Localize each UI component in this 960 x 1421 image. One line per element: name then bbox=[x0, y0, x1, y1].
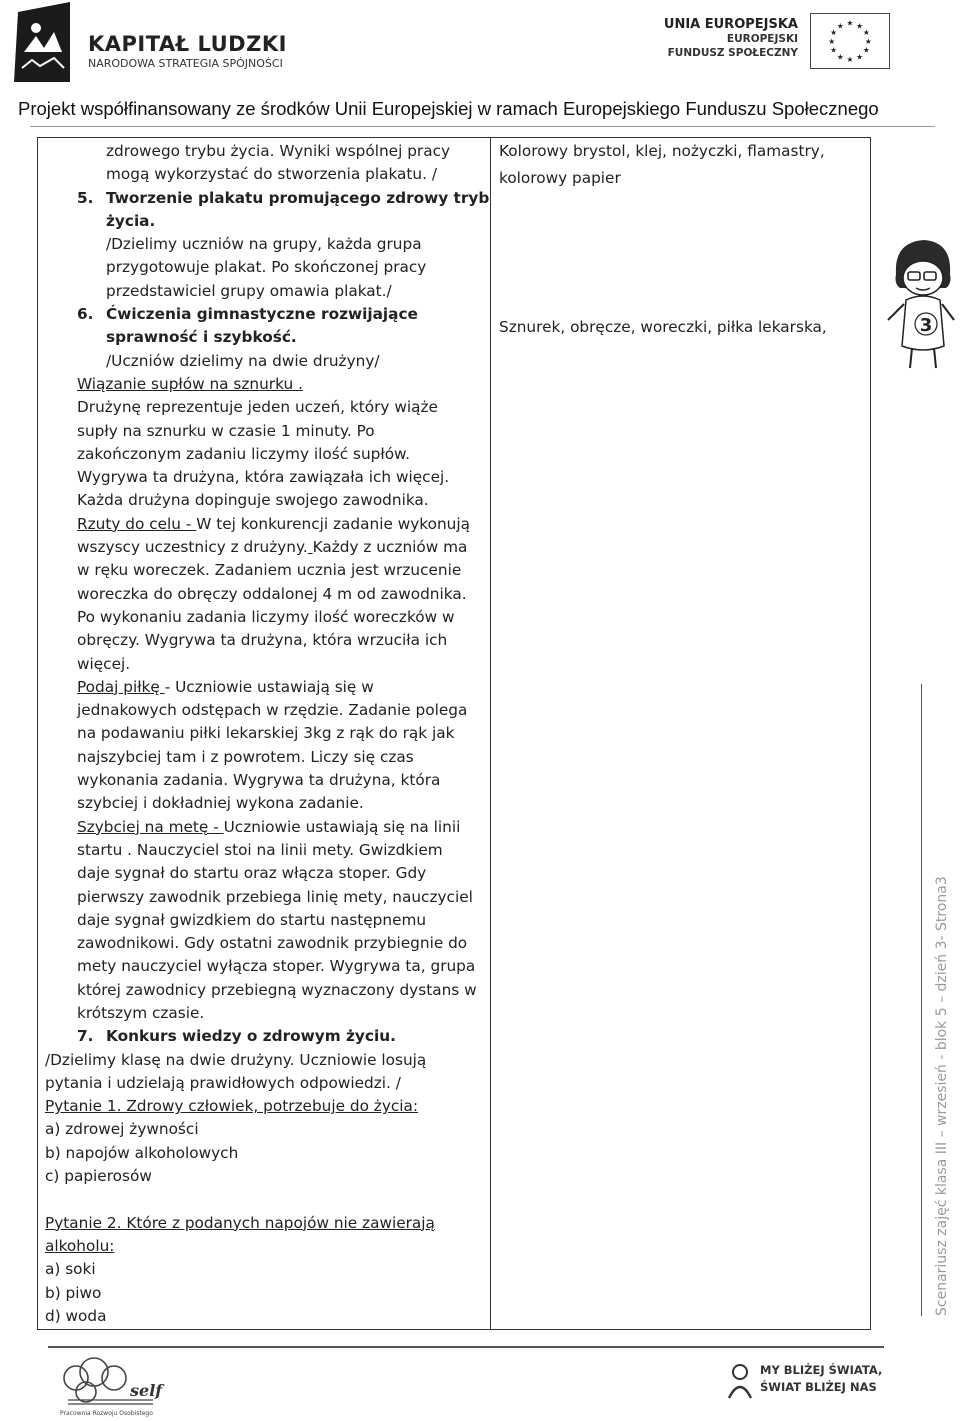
activity-title bbox=[38, 373, 490, 396]
text-span: wszyscy uczestnicy z drużyny. bbox=[77, 538, 308, 557]
eu-line-1: UNIA EUROPEJSKA bbox=[663, 17, 798, 32]
svg-text:★: ★ bbox=[856, 52, 864, 62]
item-number: 6. bbox=[77, 305, 94, 324]
list-item-5 bbox=[38, 187, 490, 210]
header-divider bbox=[30, 126, 935, 127]
text-line: mogą wykorzystać do stworzenia plakatu. / bbox=[106, 165, 437, 184]
activity-name: Wiązanie supłów na sznurku . bbox=[77, 374, 303, 393]
text-line: pytania i udzielają prawidłowych odpowiedzi. / bbox=[45, 1073, 401, 1092]
svg-text:★: ★ bbox=[864, 36, 872, 46]
question-text: alkoholu: bbox=[45, 1236, 115, 1255]
text-line: supły na sznurku w czasie 1 minuty. Po bbox=[77, 421, 375, 440]
text-line: zakończonym zadaniu liczymy ilość supłów. bbox=[77, 444, 411, 463]
svg-text:★: ★ bbox=[846, 18, 854, 28]
item-heading: Konkurs wiedzy o zdrowym życiu. bbox=[106, 1027, 396, 1046]
spacer bbox=[38, 1188, 490, 1211]
lesson-table bbox=[37, 137, 871, 1330]
answer-option: b) piwo bbox=[45, 1283, 102, 1302]
item-number: 5. bbox=[77, 188, 94, 207]
text-line: krótszym czasie. bbox=[77, 1003, 205, 1022]
question-2-cont bbox=[38, 1235, 490, 1258]
text-line: wykonania zadania. Wygrywa ta drużyna, która bbox=[77, 771, 441, 790]
text-line: najszybciej tam i z powrotem. Liczy się czas bbox=[77, 747, 414, 766]
text-line: więcej. bbox=[77, 654, 131, 673]
answer-option: a) soki bbox=[45, 1260, 96, 1279]
text-line: której zawodnicy przebiegną wyznaczony dystans w bbox=[77, 980, 477, 999]
text-line: w ręku woreczek. Zadaniem ucznia jest wrzucenie bbox=[77, 561, 462, 580]
list-item-7 bbox=[38, 1025, 490, 1048]
text-line: /Uczniów dzielimy na dwie drużyny/ bbox=[106, 351, 380, 370]
text-line: /Dzielimy uczniów na grupy, każda grupa bbox=[106, 235, 422, 254]
svg-text:★: ★ bbox=[830, 45, 838, 55]
question-text: Pytanie 2. Które z podanych napojów nie zawierają bbox=[45, 1213, 435, 1232]
text-line: Po wykonaniu zadania liczymy ilość woreczków w bbox=[77, 607, 455, 626]
svg-text:★: ★ bbox=[856, 21, 864, 31]
text-line bbox=[38, 536, 490, 559]
text-line: /Dzielimy klasę na dwie drużyny. Uczniowie losują bbox=[45, 1050, 427, 1069]
side-divider bbox=[921, 684, 922, 1316]
text-line: przedstawiciel grupy omawia plakat./ bbox=[106, 281, 392, 300]
item-heading-cont bbox=[38, 326, 490, 349]
item-heading-cont bbox=[38, 210, 490, 233]
self-logo-text: self bbox=[130, 1381, 163, 1400]
answer-option: a) zdrowej żywności bbox=[45, 1120, 199, 1139]
answer-option: b) napojów alkoholowych bbox=[45, 1143, 239, 1162]
text-span: W tej konkurencji zadanie wykonują bbox=[196, 514, 470, 533]
text-line bbox=[38, 513, 490, 536]
text-line bbox=[38, 676, 490, 699]
item-heading-text: życia. bbox=[106, 211, 156, 230]
svg-text:★: ★ bbox=[836, 52, 844, 62]
list-item-6 bbox=[38, 303, 490, 326]
text-line: szybciej i dokładniej wykona zadanie. bbox=[77, 794, 364, 813]
kapital-ludzki-logo bbox=[14, 2, 74, 82]
text-line: startu . Nauczyciel stoi na linii mety. Gwizdkiem bbox=[77, 840, 443, 859]
self-caption: Pracownia Rozwoju Osobistego bbox=[60, 1410, 153, 1417]
text-line: zawodnikowi. Gdy ostatni zawodnik przybiegnie do bbox=[77, 934, 468, 953]
svg-text:★: ★ bbox=[862, 45, 870, 55]
mascot-illustration bbox=[886, 234, 956, 370]
text-span: Każdy z uczniów ma bbox=[312, 538, 468, 557]
materials-line: kolorowy papier bbox=[499, 169, 621, 187]
activity-name: Rzuty do celu - bbox=[77, 514, 197, 533]
kapital-ludzki-subtitle: NARODOWA STRATEGIA SPÓJNOŚCI bbox=[88, 57, 283, 70]
self-logo bbox=[58, 1352, 163, 1418]
svg-text:★: ★ bbox=[836, 21, 844, 31]
project-cofinancing-line: Projekt współfinansowany ze środków Unii Europejskiej w ramach Europejskiego Funduszu Społecznego bbox=[18, 98, 879, 119]
eu-line-2: EUROPEJSKI bbox=[726, 33, 798, 45]
text-line: mety nauczyciel wyłącza stoper. Wygrywa ta, grupa bbox=[77, 957, 476, 976]
eu-flag-icon bbox=[810, 13, 890, 69]
svg-text:★: ★ bbox=[828, 36, 836, 46]
mbs-slogan bbox=[760, 1362, 882, 1396]
activity-name: Szybciej na metę - bbox=[77, 817, 224, 836]
text-line: Każda drużyna dopinguje swojego zawodnika. bbox=[77, 491, 429, 510]
text-line: woreczka do obręczy oddalonej 4 m od zawodnika. bbox=[77, 584, 467, 603]
text-line: Drużynę reprezentuje jeden uczeń, który wiąże bbox=[77, 398, 438, 417]
mbs-line-1: MY BLIŻEJ ŚWIATA, bbox=[760, 1363, 883, 1377]
question-text: Pytanie 1. Zdrowy człowiek, potrzebuje do życia: bbox=[45, 1097, 419, 1116]
text-line: daje sygnał do startu oraz włącza stoper. Gdy bbox=[77, 864, 427, 883]
answer-option: c) papierosów bbox=[45, 1167, 152, 1186]
text-line: Wygrywa ta drużyna, która zawiązała ich więcej. bbox=[77, 468, 450, 487]
eu-fund-label bbox=[660, 18, 798, 60]
materials-line: Kolorowy brystol, klej, nożyczki, flamastry, bbox=[499, 142, 825, 160]
question-1 bbox=[38, 1095, 490, 1118]
question-2 bbox=[38, 1212, 490, 1235]
text-span: Uczniowie ustawiają się na linii bbox=[223, 817, 461, 836]
materials-line: Sznurek, obręcze, woreczki, piłka lekarska, bbox=[499, 318, 827, 336]
text-line: pierwszy zawodnik przebiega linię mety, nauczyciel bbox=[77, 887, 473, 906]
mascot-number: 3 bbox=[919, 315, 933, 336]
item-heading: Tworzenie plakatu promującego zdrowy tryb bbox=[106, 188, 490, 207]
text-line: jednakowych odstępach w rzędzie. Zadanie polega bbox=[77, 701, 468, 720]
item-heading: Ćwiczenia gimnastyczne rozwijające bbox=[106, 305, 418, 324]
page-footer-vertical-label: Scenariusz zajęć klasa III – wrzesień - blok 5 – dzień 3- Strona3 bbox=[934, 876, 950, 1316]
text-line: na podawaniu piłki lekarskiej 3kg z rąk do rąk jak bbox=[77, 724, 455, 743]
text-line: obręczy. Wygrywa ta drużyna, która wrzuciła ich bbox=[77, 631, 448, 650]
text-line: przygotowuje plakat. Po skończonej pracy bbox=[106, 258, 427, 277]
text-line: zdrowego trybu życia. Wyniki wspólnej pracy bbox=[106, 142, 451, 160]
mbs-line-2: ŚWIAT BLIŻEJ NAS bbox=[760, 1380, 877, 1394]
footer-divider bbox=[48, 1346, 884, 1348]
globe-person-icon bbox=[725, 1360, 755, 1400]
text-line: daje sygnał gwizdkiem do startu następnemu bbox=[77, 910, 427, 929]
svg-text:★: ★ bbox=[862, 28, 870, 38]
activity-name: Podaj piłkę bbox=[77, 677, 165, 696]
answer-option: d) woda bbox=[45, 1306, 107, 1325]
text-span: - Uczniowie ustawiają się w bbox=[164, 677, 374, 696]
kapital-ludzki-title: KAPITAŁ LUDZKI bbox=[88, 32, 287, 56]
svg-text:★: ★ bbox=[830, 28, 838, 38]
text-line bbox=[38, 816, 490, 839]
item-number: 7. bbox=[77, 1027, 94, 1046]
svg-text:★: ★ bbox=[846, 55, 854, 65]
page-header bbox=[0, 0, 960, 130]
activities-column bbox=[38, 138, 490, 1328]
eu-line-3: FUNDUSZ SPOŁECZNY bbox=[667, 47, 798, 59]
item-heading-text: sprawność i szybkość. bbox=[106, 328, 297, 347]
